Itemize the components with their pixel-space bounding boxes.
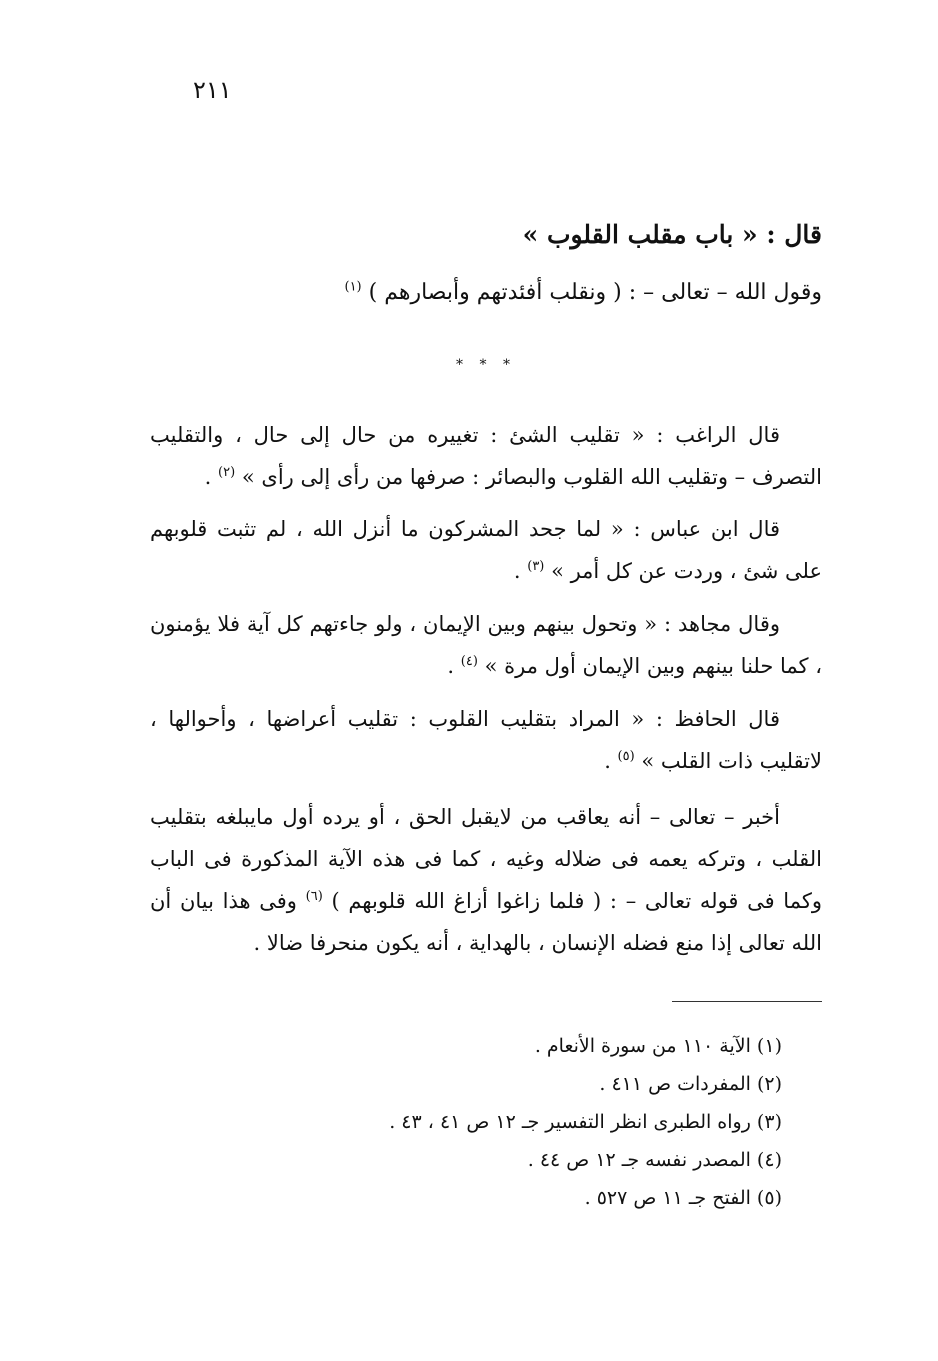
footnote-ref-1: (١) — [344, 279, 362, 295]
paragraph-hafiz — [150, 698, 822, 782]
paragraph-text: قال الحافظ : « المراد بتقليب القلوب : تقليب أعراضها ، وأحوالها ، لاتقليب ذات القلب » — [150, 707, 822, 773]
paragraph-text: قال ابن عباس : « لما جحد المشركون ما أنزل الله ، لم تثبت قلوبهم على شئ ، وردت عن كل أمر » — [150, 517, 822, 583]
footnote-5: (٥) الفتح جـ ١١ ص ٥٢٧ . — [584, 1187, 782, 1209]
footnote-2: (٢) المفردات ص ٤١١ . — [599, 1073, 782, 1095]
footnote-ref-3: (٣) — [527, 559, 545, 574]
quran-verse — [344, 280, 822, 305]
footnotes — [389, 1027, 782, 1217]
footnote-divider — [672, 1001, 822, 1002]
footnote-3: (٣) رواه الطبرى انظر التفسير جـ ١٢ ص ٤١ ، ٤٣ . — [389, 1111, 782, 1133]
paragraph-text: قال الراغب : « تقليب الشئ : تغييره من حال إلى حال ، والتقليب التصرف – وتقليب الله القلوب والبصائر : صرفها من رأى إلى رأى » — [150, 423, 822, 489]
footnote-1: (١) الآية ١١٠ من سورة الأنعام . — [534, 1035, 782, 1057]
paragraph-tail: . — [513, 559, 528, 583]
paragraph-text: أخبر – تعالى – أنه يعاقب من لايقبل الحق ، أو يرده أول مايبلغه بتقليب القلب ، وتركه يعمه فى ضلاله وغيه ، كما فى هذه الآية المذكورة فى الباب وكما فى قوله تعالى – : ( فلما زاغوا أزاغ الله قلوبهم ) — [150, 805, 822, 913]
footnote-ref-6: (٦) — [305, 889, 323, 904]
footnote-4: (٤) المصدر نفسه جـ ١٢ ص ٤٤ . — [527, 1149, 782, 1171]
paragraph-ibn-abbas — [150, 508, 822, 592]
paragraph-tail: . — [204, 465, 219, 489]
verse-text: وقول الله – تعالى – : ( ونقلب أفئدتهم وأبصارهم ) — [368, 280, 822, 305]
paragraph-commentary — [150, 796, 822, 964]
paragraph-tail: وفى هذا بيان أن الله تعالى إذا منع فضله الإنسان ، بالهداية ، أنه يكون منحرفا ضالا . — [150, 889, 822, 955]
page-number: ٢١١ — [193, 76, 232, 104]
paragraph-raghib — [150, 414, 822, 498]
paragraph-tail: . — [604, 749, 618, 773]
paragraph-text: وقال مجاهد : « وتحول بينهم وبين الإيمان ، ولو جاءتهم كل آية فلا يؤمنون ، كما حلنا بينهم وبين الإيمان أول مرة » — [150, 612, 822, 678]
chapter-heading: قال : « باب مقلب القلوب » — [522, 220, 822, 249]
footnote-ref-4: (٤) — [460, 654, 478, 669]
paragraph-tail: . — [447, 654, 461, 678]
footnote-ref-2: (٢) — [218, 465, 236, 480]
paragraph-mujahid — [150, 603, 822, 687]
section-separator: * * * — [456, 357, 516, 373]
footnote-ref-5: (٥) — [617, 749, 635, 764]
